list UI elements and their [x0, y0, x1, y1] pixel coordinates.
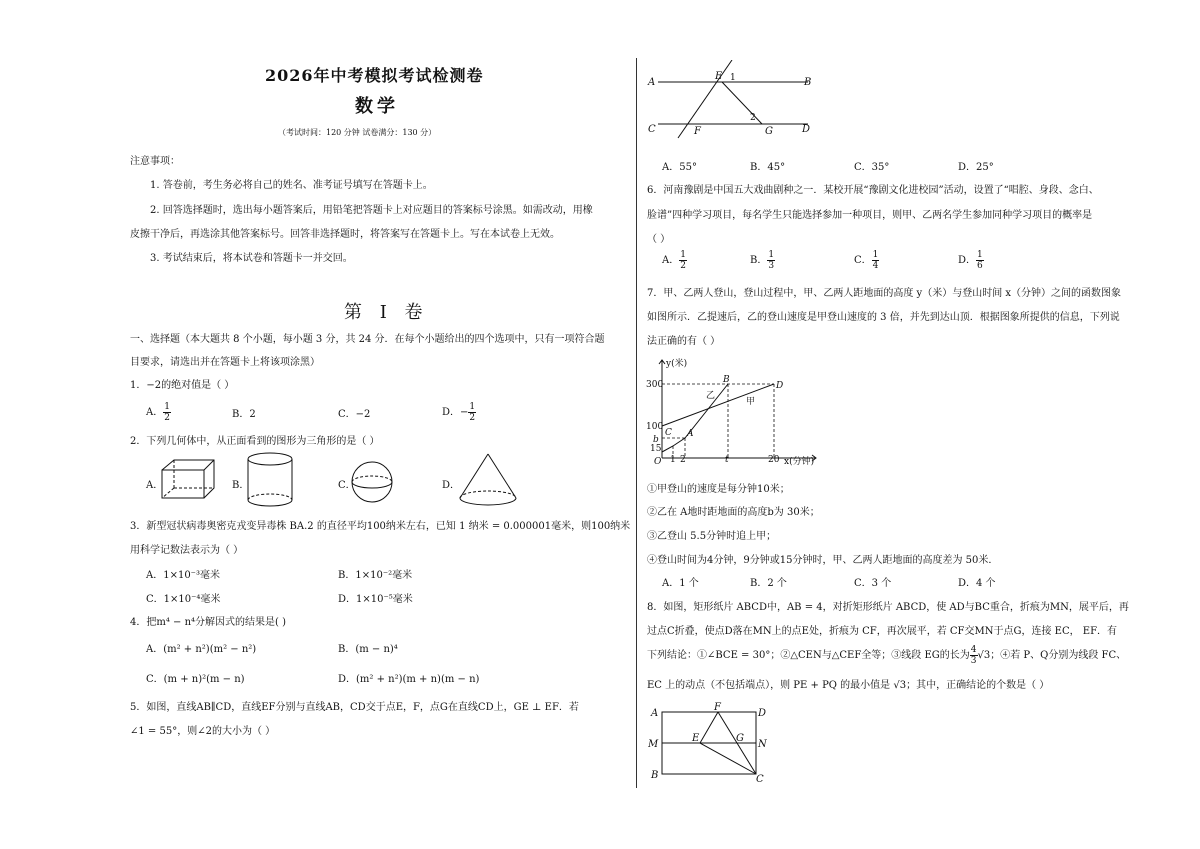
- y-tick-b: b: [653, 435, 659, 445]
- section-title: 第 I 卷: [344, 302, 429, 323]
- rectangle-fold-figure: [648, 702, 772, 784]
- question-4-stem: 4．把m⁴ − n⁴分解因式的结果是( ): [130, 617, 287, 628]
- question-8-stem: EC 上的动点（不包括端点），则 PE + PQ 的最小值是 √3；其中，正确结论的个数是（ ）: [647, 680, 1050, 691]
- x-tick-t: t: [725, 455, 729, 465]
- angle-2-label: 2: [750, 113, 756, 123]
- x-tick-1: 1: [670, 455, 676, 465]
- section-desc: 目要求，请选出并在答题卡上将该项涂黑）: [130, 357, 320, 368]
- q1-option-a: A． $\frac{1}{2}$: [146, 402, 170, 423]
- q6-option-b: B． $\frac{1}{3}$: [750, 250, 775, 271]
- q2-option-b: B．: [232, 480, 250, 491]
- notes-heading: 注意事项：: [130, 156, 180, 167]
- label-f: F: [714, 702, 721, 713]
- sphere-figure: [350, 460, 394, 504]
- q4-option-d: D．(m² + n²)(m + n)(m − n): [338, 674, 480, 685]
- q1-option-d: D．− $\frac{1}{2}$: [442, 402, 476, 423]
- q4-option-a: A．(m² + n²)(m² − n²): [146, 644, 257, 655]
- x-tick-20: 20: [768, 455, 780, 465]
- q7-statement-4: ④登山时间为4分钟，9分钟或15分钟时，甲、乙两人距地面的高度差为 50米．: [647, 555, 999, 566]
- y-tick-15: 15: [650, 444, 662, 454]
- q5-option-d: D．25°: [958, 162, 994, 173]
- function-graph-figure: [644, 354, 824, 470]
- q1-option-b: B．2: [232, 409, 256, 420]
- q5-option-a: A．55°: [662, 162, 697, 173]
- q3-option-c: C．1×10⁻⁴毫米: [146, 594, 221, 605]
- q6-option-c: C． $\frac{1}{4}$: [854, 250, 879, 271]
- question-5-stem: ∠1 = 55°，则∠2的大小为（ ）: [130, 726, 276, 737]
- exam-title: 2026年中考模拟考试检测卷: [265, 66, 484, 85]
- q7-statement-1: ①甲登山的速度是每分钟10米；: [647, 484, 790, 495]
- x-tick-2: 2: [680, 455, 686, 465]
- point-a-label: A: [687, 429, 694, 439]
- label-c: C: [648, 124, 656, 135]
- label-e: E: [715, 71, 723, 82]
- y-axis-label: y(米): [666, 359, 688, 369]
- label-e: E: [692, 733, 700, 744]
- q4-option-c: C．(m + n)²(m − n): [146, 674, 245, 685]
- q5-option-b: B．45°: [750, 162, 786, 173]
- x-axis-label: x(分钟): [784, 457, 815, 467]
- q7-option-c: C．3 个: [854, 578, 892, 589]
- question-7-stem: 7．甲、乙两人登山，登山过程中，甲、乙两人距地面的高度 y（米）与登山时间 x（分钟）之间的函数图象: [647, 288, 1122, 299]
- label-d: D: [802, 124, 811, 135]
- q4-option-b: B．(m − n)⁴: [338, 644, 398, 655]
- q7-option-b: B．2 个: [750, 578, 787, 589]
- cylinder-figure: [244, 450, 296, 510]
- note-item: 皮擦干净后，再选涂其他答案标号。回答非选择题时，将答案写在答题卡上。写在本试卷上无效。: [130, 229, 560, 240]
- label-d: D: [758, 708, 767, 719]
- exam-info: （考试时间：120 分钟 试卷满分：130 分）: [278, 128, 437, 137]
- label-a: A: [651, 708, 659, 719]
- question-7-stem: 如图所示．乙提速后，乙的登山速度是甲登山速度的 3 倍，并先到达山顶．根据图象所提供的信息，下列说: [647, 312, 1120, 323]
- q3-option-d: D．1×10⁻⁵毫米: [338, 594, 413, 605]
- q2-option-a: A．: [146, 480, 164, 491]
- label-g: G: [736, 733, 744, 744]
- question-6-stem: 脸谱”四种学习项目，每名学生只能选择参加一种项目，则甲、乙两名学生参加同种学习项目的概率是: [647, 210, 1093, 221]
- question-6-stem: 6．河南豫剧是中国五大戏曲剧种之一．某校开展“豫剧文化进校园”活动，设置了“唱腔、身段、念白、: [647, 185, 1099, 196]
- label-m: M: [648, 739, 659, 750]
- q3-option-a: A．1×10⁻³毫米: [146, 570, 220, 581]
- point-c-label: C: [665, 428, 672, 438]
- question-8-stem: 8．如图，矩形纸片 ABCD中，AB = 4，对折矩形纸片 ABCD，使 AD与BC重合，折痕为MN，展平后，再: [647, 602, 1129, 613]
- label-b: B: [804, 77, 812, 88]
- section-desc: 一、选择题（本大题共 8 个小题，每小题 3 分，共 24 分．在每个小题给出的四个选项中，只有一项符合题: [130, 334, 605, 345]
- question-6-stem: （ ）: [647, 234, 671, 245]
- origin-label: O: [654, 457, 662, 467]
- question-3-stem: 3．新型冠状病毒奥密克戎变异毒株 BA.2 的直径平均100纳米左右，已知 1 纳米 = 0.000001毫米，则100纳米: [130, 521, 631, 532]
- q1-option-c: C．−2: [338, 409, 371, 420]
- label-n: N: [758, 739, 767, 750]
- question-5-stem: 5．如图，直线AB∥CD，直线EF分别与直线AB，CD交于点E，F，点G在直线CD上，GE ⊥ EF．若: [130, 702, 579, 713]
- q7-option-d: D．4 个: [958, 578, 996, 589]
- series-yi-label: 乙: [706, 391, 716, 401]
- label-b: B: [651, 770, 659, 781]
- q3-option-b: B．1×10⁻²毫米: [338, 570, 413, 581]
- q7-statement-3: ③乙登山 5.5分钟时追上甲；: [647, 531, 777, 542]
- note-item: 2. 回答选择题时，选出每小题答案后，用铅笔把答题卡上对应题目的答案标号涂黑。如需改动，用橡: [150, 205, 593, 216]
- series-jia-label: 甲: [746, 397, 756, 407]
- question-2-stem: 2．下列几何体中，从正面看到的图形为三角形的是（ ）: [130, 436, 380, 447]
- q5-option-c: C．35°: [854, 162, 890, 173]
- question-8-stem: 下列结论：①∠BCE = 30°；②△CEN与△CEF全等；③线段 EG的长为 $\frac{4}{3}$ √3；④若 P、Q分别为线段 FC、: [647, 645, 1127, 666]
- note-item: 1. 答卷前，考生务必将自己的姓名、准考证号填写在答题卡上。: [150, 180, 433, 191]
- cuboid-figure: [158, 456, 218, 502]
- label-c: C: [756, 774, 764, 784]
- parallel-lines-figure: [644, 60, 820, 140]
- question-1-stem: 1．−2的绝对值是（ ）: [130, 380, 235, 391]
- point-d-label: D: [776, 381, 784, 391]
- q6-option-a: A． $\frac{1}{2}$: [662, 250, 686, 271]
- y-tick-100: 100: [646, 422, 664, 432]
- q7-statement-2: ②乙在 A地时距地面的高度b为 30米；: [647, 507, 820, 518]
- question-7-stem: 法正确的有（ ）: [647, 336, 721, 347]
- label-a: A: [648, 77, 656, 88]
- subject-title: 数学: [355, 96, 399, 117]
- note-item: 3. 考试结束后，将本试卷和答题卡一并交回。: [150, 253, 353, 264]
- q6-option-d: D． $\frac{1}{6}$: [958, 250, 983, 271]
- y-tick-300: 300: [646, 380, 664, 390]
- angle-1-label: 1: [730, 73, 736, 83]
- q7-option-a: A．1 个: [662, 578, 699, 589]
- q2-option-c: C．: [338, 480, 356, 491]
- question-8-stem: 过点C折叠，使点D落在MN上的点E处，折痕为 CF，再次展平，若 CF交MN于点G，连接 EC， EF．有: [647, 626, 1118, 637]
- label-f: F: [694, 126, 701, 137]
- cone-figure: [456, 452, 520, 510]
- point-b-label: B: [723, 375, 730, 385]
- question-3-stem: 用科学记数法表示为（ ）: [130, 545, 244, 556]
- column-divider: [636, 58, 637, 788]
- label-g: G: [765, 126, 773, 137]
- q2-option-d: D．: [442, 480, 461, 491]
